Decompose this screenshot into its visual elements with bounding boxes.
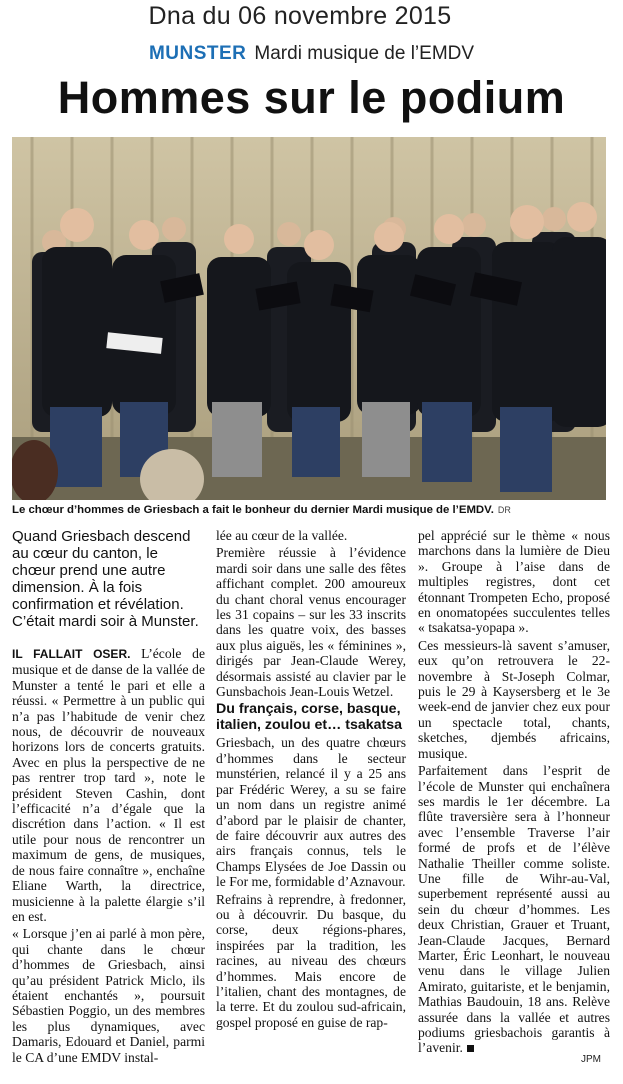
choir-photo [12,137,606,500]
paragraph: « Lorsque j’en ai parlé à mon père, qui chante dans le chœur d’hommes de Griesbach, ainsi qu’au président Patrick Miclo, ils étaient enchantés », poursuit Sébastien Poggio, un des membres les plus dynamiques, avec Damaris, Edouard et Daniel, parmi le CA d’une EMDV instal- [12,926,205,1065]
article-column-2 [216,528,406,1032]
kicker-subtitle: Mardi musique de l’EMDV [254,43,475,64]
photo-credit: DR [497,505,511,515]
paragraph: lée au cœur de la vallée. [216,528,348,543]
headline: Hommes sur le podium [57,72,566,123]
paragraph: Refrains à reprendre, à fredonner, ou à découvrir. Du basque, du corse, deux régions-phares, inspirées par la tradition, les racines, au niveau des chœurs d’hommes. Mais encore de l’italien, chant des montagnes, de la terre. Et du zoulou sud-africain, gospel proposé en guise de rap- [216,891,406,1030]
paragraph-text: L’école de musique et de danse de la vallée de Munster a tenté le pari et elle a réussi. « Permettre à un public qui n’a pas l’habitude de venir chez nous, de découvrir de nouveaux horizons lors de concerts gratuits. Avec en plus la perspective de ne pas rentrer trop tard », note le président Steven Cashin, dont l’efficacité n’a d’égale que la discrétion dans l’action. « Il est utile pour nous de rencontrer un maximum de gens, de musiques, de nous faire connaître », enchaîne Eliane Warth, la directrice, musicienne à la palette élargie s’il en est. [12,646,205,924]
author-signature: JPM [581,1054,601,1065]
caption-text: Le chœur d’hommes de Griesbach a fait le bonheur du dernier Mardi musique de l’EMDV. [12,504,494,516]
kicker-city: MUNSTER [148,43,247,64]
paragraph: pel apprécié sur le thème « nous marchons dans la lumière de Dieu ». Groupe à l’aise dans de multiples registres, dont cet étonnant Trompeten Echo, proposé en onomatopées succulentes telles « tsakatsa-yopapa ». [418,528,610,636]
end-mark-icon [467,1045,474,1052]
paragraph: Griesbach, un des quatre chœurs d’hommes dans le secteur munstérien, relancé il y a 25 ans par Frédéric Werey, a su se faire un nom dans un registre animé d’abord par le plaisir de chanter, de faire découvrir aux autres des airs français connus, tels le Champs Elysées de Joe Dassin ou le For me, formidable d’Aznavour. [216,735,406,890]
chapo: Quand Griesbach descend au cœur du canton, le chœur prend une autre dimension. À la fois confirmation et révélation. C’était mardi soir à Munster. [12,528,199,630]
kicker [0,43,623,65]
subheading: Du français, corse, basque, italien, zoulou et… tsakatsa [216,701,403,734]
paragraph [418,763,610,1056]
article-column-3 [418,528,610,1058]
article-column-1 [12,528,205,1067]
paragraph: Ces messieurs-là savent s’amuser, eux qu’on retrouvera le 22-novembre à St-Joseph Colmar, puis le 29 à Kaysersberg et le 3e week-end de janvier chez eux pour un spectacle total, chants, sketches, djembés africains, musique. [418,637,610,761]
paragraph: Première réussie à l’évidence mardi soir dans une salle des fêtes affichant complet. 200 amoureux du chant choral venus encourager les 31 copains – sur les 33 inscrits dans les quatre voix, des basses aux plus aiguës, les « féminines », dirigés par Jean-Claude Werey, désormais assisté au clavier par le Gunsbachois Jean-Louis Wetzel. [216,545,406,700]
paragraph [12,646,205,924]
paragraph-text: Parfaitement dans l’esprit de l’école de Munster qui enchaînera ses mardis le 1er décembre. La flûte traversière sera à l’honneur avec l’ensemble Traverse l’air formé de profs et de l’élève Nathalie Theiller comme soliste. Une fille de Wihr-au-Val, superbement représenté aussi au sein du chœur d’hommes. Les deux Christian, Grauer et Truant, Jean-Claude Jacques, Bernard Marter, Éric Leonhart, le nouveau venu dans le village Julien Amirato, guitariste, et le benjamin, Mathias Baudouin, 18 ans. Relève assurée dans la vallée et autres podiums griesbachois garantis à l’avenir. [418,763,610,1056]
photo-caption [12,504,606,516]
lead-in: IL FALLAIT OSER. [12,647,131,661]
source-line: Dna du 06 novembre 2015 [148,2,452,30]
